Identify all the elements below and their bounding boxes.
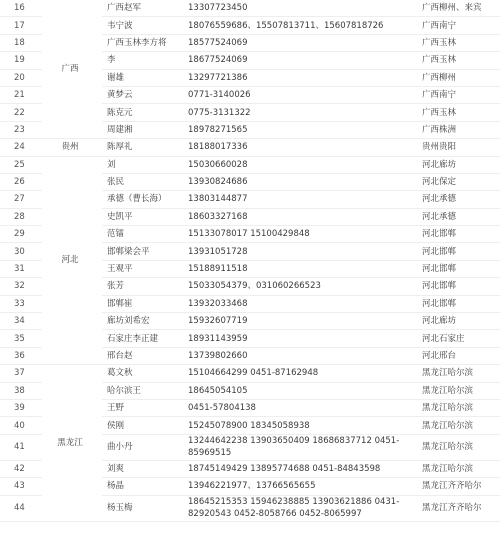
- contact-phone: 15932607719: [182, 313, 418, 330]
- contact-name: 周建湘: [102, 121, 182, 138]
- contact-phone: 15030660028: [182, 156, 418, 173]
- contact-location: 广西柳州、来宾: [418, 0, 500, 17]
- contact-location: 河北邯郸: [418, 278, 500, 295]
- contact-phone: 18978271565: [182, 121, 418, 138]
- contact-location: 广西株洲: [418, 121, 500, 138]
- province-cell-guizhou: 贵州: [42, 139, 102, 156]
- contact-phone: 0775-3131322: [182, 104, 418, 121]
- province-cell-guangxi: 广西: [42, 0, 102, 139]
- contact-name: 杨玉梅: [102, 495, 182, 521]
- contact-location: 广西柳州: [418, 69, 500, 86]
- contact-location: 河北廊坊: [418, 313, 500, 330]
- contact-phone: 13931051728: [182, 243, 418, 260]
- contact-name: 王野: [102, 399, 182, 416]
- row-number: 39: [0, 399, 42, 416]
- row-number: 16: [0, 0, 42, 17]
- contact-phone: 18745149429 13895774688 0451-84843598: [182, 460, 418, 477]
- row-number: 24: [0, 139, 42, 156]
- contact-name: 广西赵军: [102, 0, 182, 17]
- row-number: 33: [0, 295, 42, 312]
- contact-name: 侯刚: [102, 417, 182, 434]
- contact-location: 河北廊坊: [418, 156, 500, 173]
- contact-location: 河北邢台: [418, 347, 500, 364]
- row-number: 27: [0, 191, 42, 208]
- contact-name: 石家庄李正建: [102, 330, 182, 347]
- row-number: 28: [0, 208, 42, 225]
- contact-name: 邯郸梁会平: [102, 243, 182, 260]
- table-row: [0, 139, 500, 156]
- row-number: 34: [0, 313, 42, 330]
- row-number: 17: [0, 17, 42, 34]
- contact-name: 哈尔滨王: [102, 382, 182, 399]
- contact-phone: 13307723450: [182, 0, 418, 17]
- contact-location: 黑龙江哈尔滨: [418, 365, 500, 382]
- row-number: 22: [0, 104, 42, 121]
- contact-name: 刘: [102, 156, 182, 173]
- row-number: 29: [0, 226, 42, 243]
- contact-name: 葛文秋: [102, 365, 182, 382]
- row-number: 20: [0, 69, 42, 86]
- contact-phone: 18603327168: [182, 208, 418, 225]
- contact-name: 刘爽: [102, 460, 182, 477]
- row-number: 23: [0, 121, 42, 138]
- contact-name: 邯郸崔: [102, 295, 182, 312]
- contact-name: 黄梦云: [102, 86, 182, 103]
- contact-name: 李: [102, 52, 182, 69]
- row-number: 42: [0, 460, 42, 477]
- contact-phone: 13297721386: [182, 69, 418, 86]
- contact-name: 承德（曹长海）: [102, 191, 182, 208]
- contact-location: 河北承德: [418, 208, 500, 225]
- contact-phone: 13803144877: [182, 191, 418, 208]
- contact-location: 黑龙江哈尔滨: [418, 417, 500, 434]
- contact-location: 广西玉林: [418, 104, 500, 121]
- row-number: 21: [0, 86, 42, 103]
- contact-name: 邢台赵: [102, 347, 182, 364]
- contact-phone: 18931143959: [182, 330, 418, 347]
- contact-name: 陈克元: [102, 104, 182, 121]
- row-number: 43: [0, 478, 42, 495]
- contact-location: 河北承德: [418, 191, 500, 208]
- province-cell-hebei: 河北: [42, 156, 102, 365]
- contact-name: 张民: [102, 173, 182, 190]
- row-number: 31: [0, 260, 42, 277]
- contact-location: 黑龙江哈尔滨: [418, 382, 500, 399]
- contact-location: 黑龙江哈尔滨: [418, 434, 500, 460]
- contact-phone: 15245078900 18345058938: [182, 417, 418, 434]
- contact-name: 范镭: [102, 226, 182, 243]
- row-number: 44: [0, 495, 42, 521]
- row-number: 35: [0, 330, 42, 347]
- table-row: [0, 0, 500, 17]
- contact-phone: 18577524069: [182, 34, 418, 51]
- contact-phone: 13244642238 13903650409 18686837712 0451-85969515: [182, 434, 418, 460]
- contact-location: 黑龙江齐齐哈尔: [418, 478, 500, 495]
- row-number: 26: [0, 173, 42, 190]
- contact-phone: 0451-57804138: [182, 399, 418, 416]
- row-number: 41: [0, 434, 42, 460]
- contact-location: 河北邯郸: [418, 260, 500, 277]
- contact-location: 广西玉林: [418, 34, 500, 51]
- contact-phone: 13930824686: [182, 173, 418, 190]
- contact-phone: 18645215353 15946238885 13903621886 0431-82920543 0452-8058766 0452-8065997: [182, 495, 418, 521]
- contact-phone: 15033054379、031060266523: [182, 278, 418, 295]
- contact-phone: 18645054105: [182, 382, 418, 399]
- contact-phone: 18677524069: [182, 52, 418, 69]
- contact-name: 史凯平: [102, 208, 182, 225]
- contact-location: 贵州贵阳: [418, 139, 500, 156]
- contact-phone: 13932033468: [182, 295, 418, 312]
- contact-name: 谢雄: [102, 69, 182, 86]
- contact-name: 廊坊刘希宏: [102, 313, 182, 330]
- contact-location: 河北邯郸: [418, 243, 500, 260]
- contact-phone: 15104664299 0451-87162948: [182, 365, 418, 382]
- contact-location: 广西南宁: [418, 86, 500, 103]
- contact-phone: 15133078017 15100429848: [182, 226, 418, 243]
- province-cell-heilongjiang: 黑龙江: [42, 365, 102, 521]
- contact-phone: 15188911518: [182, 260, 418, 277]
- row-number: 25: [0, 156, 42, 173]
- contact-location: 黑龙江哈尔滨: [418, 399, 500, 416]
- row-number: 36: [0, 347, 42, 364]
- contact-name: 张芳: [102, 278, 182, 295]
- row-number: 30: [0, 243, 42, 260]
- contact-phone: 13739802660: [182, 347, 418, 364]
- contact-location: 河北邯郸: [418, 295, 500, 312]
- row-number: 38: [0, 382, 42, 399]
- contact-name: 陈厚礼: [102, 139, 182, 156]
- row-number: 18: [0, 34, 42, 51]
- contact-name: 广西玉林李方将: [102, 34, 182, 51]
- contact-location: 河北保定: [418, 173, 500, 190]
- row-number: 40: [0, 417, 42, 434]
- row-number: 19: [0, 52, 42, 69]
- contact-name: 杨晶: [102, 478, 182, 495]
- row-number: 37: [0, 365, 42, 382]
- contact-phone: 18188017336: [182, 139, 418, 156]
- contact-location: 黑龙江哈尔滨: [418, 460, 500, 477]
- row-number: 32: [0, 278, 42, 295]
- contact-phone: 18076559686、15507813711、15607818726: [182, 17, 418, 34]
- contact-name: 曲小丹: [102, 434, 182, 460]
- table-row: [0, 156, 500, 173]
- contact-location: 河北石家庄: [418, 330, 500, 347]
- contact-phone: 13946221977、13766565655: [182, 478, 418, 495]
- contact-phone: 0771-3140026: [182, 86, 418, 103]
- table-row: [0, 365, 500, 382]
- contact-location: 广西玉林: [418, 52, 500, 69]
- contact-location: 河北邯郸: [418, 226, 500, 243]
- contact-name: 韦宁波: [102, 17, 182, 34]
- contact-location: 广西南宁: [418, 17, 500, 34]
- contact-location: 黑龙江齐齐哈尔: [418, 495, 500, 521]
- contact-name: 王观平: [102, 260, 182, 277]
